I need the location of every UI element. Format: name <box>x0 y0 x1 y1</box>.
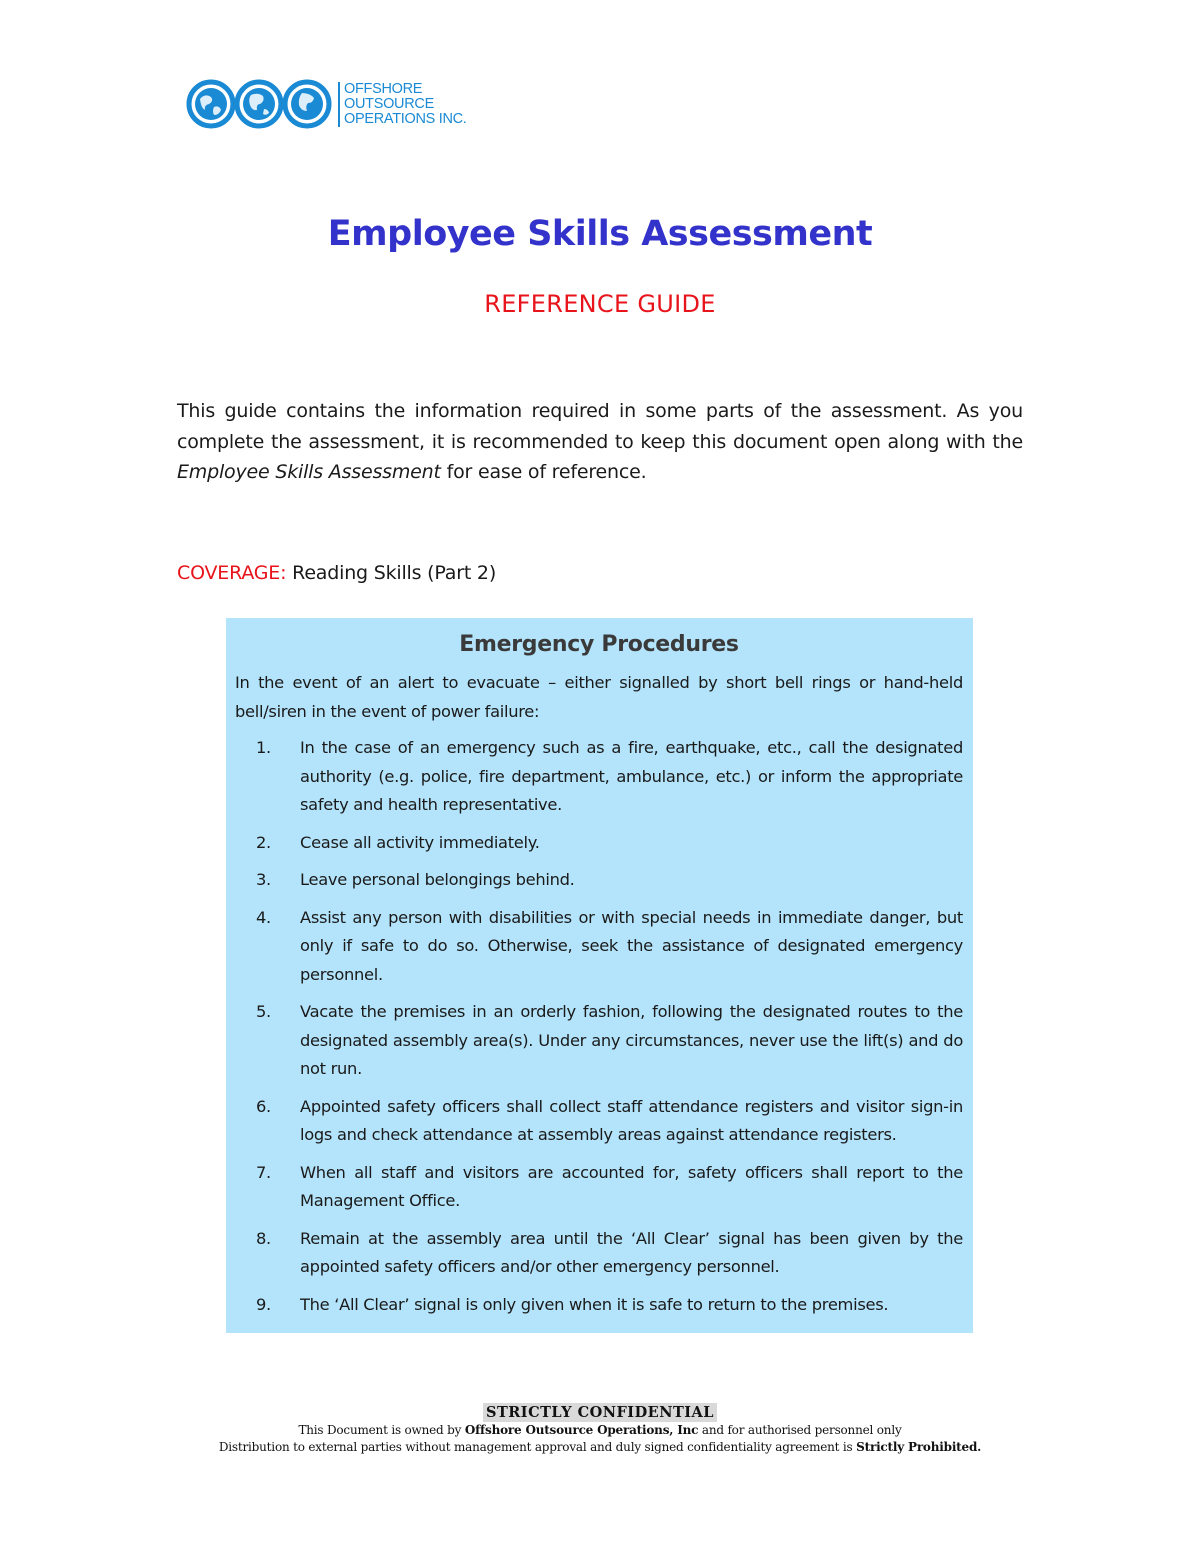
footer-heading: STRICTLY CONFIDENTIAL <box>483 1403 717 1422</box>
list-item-text: Assist any person with disabilities or with special needs in immediate danger, but only if safe to do so. Otherwise, seek the assistance of designated emergency personnel. <box>300 907 963 984</box>
list-item-text: In the case of an emergency such as a fire, earthquake, etc., call the designated authority (e.g. police, fire department, ambulance, etc.) or inform the appropriate safety and health representative. <box>300 738 963 814</box>
footer-line-distribution <box>0 1439 1200 1456</box>
list-item <box>235 998 963 1084</box>
list-item-number: 5. <box>256 1002 271 1021</box>
list-item-number: 9. <box>256 1294 271 1314</box>
footer-text: Distribution to external parties without management approval and duly signed confidentiality agreement is <box>218 1440 857 1454</box>
procedures-lead: In the event of an alert to evacuate – either signalled by short bell rings or hand-held bell/siren in the event of power failure: <box>235 673 963 721</box>
list-item <box>235 1159 963 1216</box>
confidentiality-footer <box>0 1402 1200 1456</box>
list-item-number: 7. <box>256 1162 271 1182</box>
list-item <box>235 1291 963 1320</box>
list-item-text: The ‘All Clear’ signal is only given when it is safe to return to the premises. <box>300 1294 889 1314</box>
footer-line-ownership <box>0 1422 1200 1439</box>
footer-prohibited: Strictly Prohibited. <box>856 1440 982 1454</box>
list-item-number: 3. <box>256 870 271 889</box>
list-item <box>235 1225 963 1282</box>
list-item <box>235 1093 963 1150</box>
logo-line: OPERATIONS INC. <box>344 110 467 127</box>
list-item-number: 2. <box>256 832 271 852</box>
company-logo <box>186 76 467 132</box>
intro-text: This guide contains the information required in some parts of the assessment. As you complete the assessment, it is recommended to keep this document open along with the <box>177 400 1023 453</box>
globe-icon <box>186 79 236 129</box>
list-item-text: Remain at the assembly area until the ‘All Clear’ signal has been given by the appointed safety officers and/or other emergency personnel. <box>300 1228 963 1276</box>
coverage-line <box>177 562 496 584</box>
document-title: Employee Skills Assessment <box>327 214 873 254</box>
list-item-number: 6. <box>256 1096 271 1116</box>
emergency-procedures-box <box>226 618 973 1333</box>
logo-line: OFFSHORE <box>344 80 423 97</box>
list-item-number: 8. <box>256 1228 271 1248</box>
list-item-text: Cease all activity immediately. <box>300 832 540 852</box>
list-item-text: Appointed safety officers shall collect staff attendance registers and visitor sign-in logs and check attendance at assembly areas against attendance registers. <box>300 1096 963 1144</box>
procedures-list <box>235 734 963 1319</box>
logo-wordmark <box>338 82 467 127</box>
intro-paragraph <box>177 396 1023 488</box>
intro-text-end: for ease of reference. <box>440 461 647 483</box>
list-item-text: When all staff and visitors are accounted for, safety officers shall report to the Management Office. <box>300 1162 963 1210</box>
footer-text: and for authorised personnel only <box>698 1423 902 1437</box>
logo-globes <box>186 79 330 129</box>
coverage-value: Reading Skills (Part 2) <box>286 562 497 584</box>
list-item <box>235 734 963 820</box>
globe-icon <box>234 79 284 129</box>
list-item <box>235 904 963 990</box>
intro-emphasis: Employee Skills Assessment <box>177 461 441 483</box>
document-subtitle: REFERENCE GUIDE <box>484 290 716 318</box>
logo-line: OUTSOURCE <box>344 95 434 112</box>
globe-icon <box>282 79 332 129</box>
list-item-text: Leave personal belongings behind. <box>300 870 575 889</box>
footer-text: This Document is owned by <box>298 1423 465 1437</box>
coverage-label: COVERAGE: <box>177 562 287 584</box>
list-item-number: 4. <box>256 907 271 927</box>
list-item-text: Vacate the premises in an orderly fashion, following the designated routes to the designated assembly area(s). Under any circumstances, never use the lift(s) and do not run. <box>300 1002 963 1078</box>
footer-company: Offshore Outsource Operations, Inc <box>464 1423 699 1437</box>
procedures-title: Emergency Procedures <box>459 632 739 657</box>
list-item-number: 1. <box>256 738 271 757</box>
list-item <box>235 829 963 858</box>
list-item <box>235 866 963 895</box>
